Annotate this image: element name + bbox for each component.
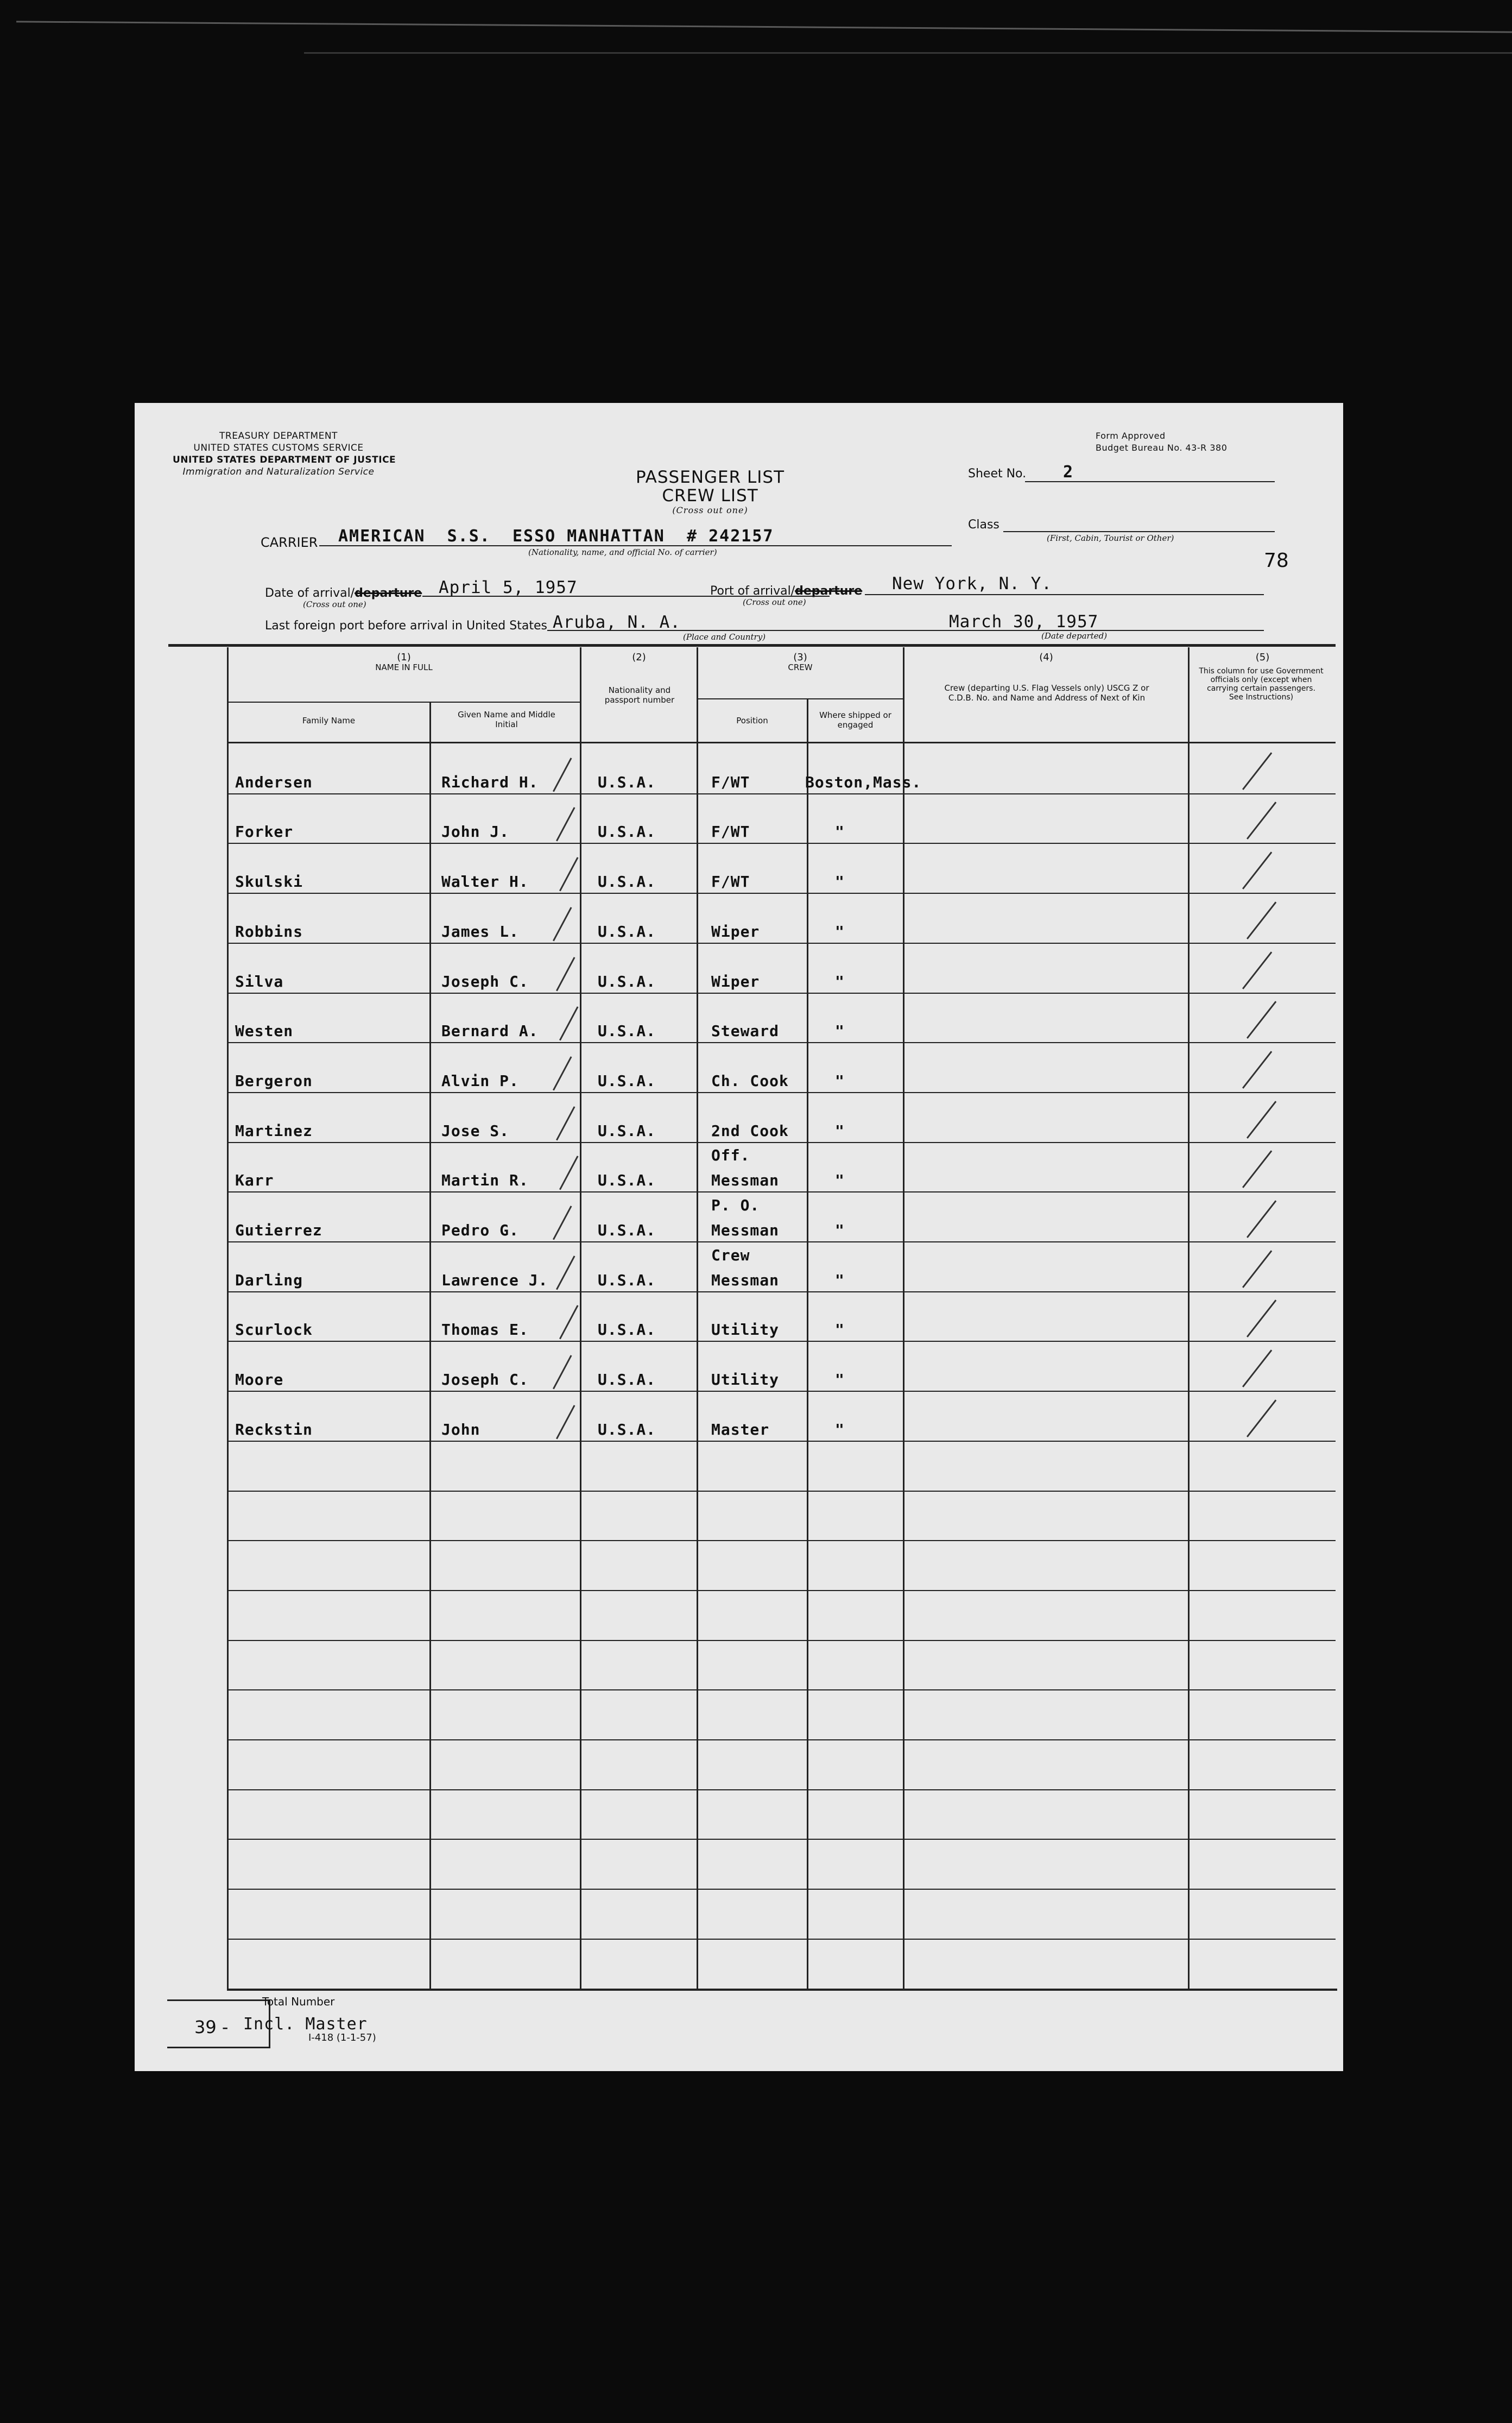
where-shipped: " xyxy=(835,873,845,891)
budget-bureau-line: Budget Bureau No. 43-R 380 xyxy=(1096,443,1228,453)
port-label xyxy=(710,584,862,598)
form-code: I-418 (1-1-57) xyxy=(308,2032,376,2043)
where-shipped: " xyxy=(835,1122,845,1140)
arrival-note: (Cross out one) xyxy=(303,600,366,609)
given-name: Martin R. xyxy=(441,1171,529,1189)
tick-mark xyxy=(553,1056,572,1090)
position: F/WT xyxy=(711,773,750,791)
row-rule xyxy=(228,1590,1336,1591)
family-name: Scurlock xyxy=(235,1321,313,1339)
given-name: Joseph C. xyxy=(441,1371,529,1389)
row-rule xyxy=(228,1291,1336,1292)
col4-number: (4) xyxy=(1039,652,1053,663)
col-divider xyxy=(903,647,904,1990)
agency-line: UNITED STATES DEPARTMENT OF JUSTICE xyxy=(173,455,396,465)
col3-header xyxy=(698,653,903,672)
col4-title: Crew (departing U.S. Flag Vessels only) USCG Z or C.D.B. No. and Name and Address of Next of Kin xyxy=(944,683,1149,703)
cross-out-note: (Cross out one) xyxy=(672,505,748,515)
tick-mark xyxy=(1242,1051,1272,1089)
form-approved xyxy=(1096,430,1258,454)
position-prefix: Off. xyxy=(711,1146,750,1164)
tick-mark xyxy=(559,1006,579,1040)
tick-mark xyxy=(553,1206,572,1240)
row-rule xyxy=(228,1341,1336,1342)
carrier-value: AMERICAN S.S. ESSO MANHATTAN # 242157 xyxy=(338,527,774,546)
given-name: Joseph C. xyxy=(441,973,529,990)
crew-list-form xyxy=(135,403,1343,2071)
family-name: Skulski xyxy=(235,873,303,891)
col4-header xyxy=(904,653,1188,662)
col1-title: NAME IN FULL xyxy=(375,662,433,672)
form-approved-line: Form Approved xyxy=(1096,431,1166,441)
row-rule xyxy=(228,1789,1336,1790)
header-rule xyxy=(698,698,903,699)
where-shipped: " xyxy=(835,923,845,941)
tick-mark xyxy=(556,957,575,991)
row-rule xyxy=(228,1042,1336,1043)
row-rule xyxy=(228,1540,1336,1541)
col-divider xyxy=(697,647,698,1990)
given-name: Lawrence J. xyxy=(441,1271,548,1289)
where-shipped: " xyxy=(835,1371,845,1389)
class-underline xyxy=(1003,531,1275,532)
row-rule xyxy=(228,793,1336,794)
col1-number: (1) xyxy=(397,652,411,663)
tick-mark xyxy=(553,758,572,792)
scan-artifact xyxy=(304,52,1512,54)
total-value: 39 - xyxy=(194,2017,229,2037)
arrival-value: April 5, 1957 xyxy=(439,578,578,597)
port-note: (Cross out one) xyxy=(743,597,806,607)
header-rule xyxy=(228,702,580,703)
given-name: Alvin P. xyxy=(441,1072,519,1090)
nationality: U.S.A. xyxy=(598,823,656,841)
row-rule xyxy=(228,843,1336,844)
col1-header xyxy=(228,653,580,672)
nationality: U.S.A. xyxy=(598,1072,656,1090)
position: 2nd Cook xyxy=(711,1122,789,1140)
row-rule xyxy=(228,1441,1336,1442)
row-rule xyxy=(228,993,1336,994)
row-rule xyxy=(228,1391,1336,1392)
where-shipped: " xyxy=(835,1171,845,1189)
nationality: U.S.A. xyxy=(598,873,656,891)
given-name: John xyxy=(441,1421,480,1438)
port-value: New York, N. Y. xyxy=(892,574,1052,594)
col3a-header: Position xyxy=(736,716,768,725)
col3b-header: Where shipped or engaged xyxy=(819,710,891,730)
nationality: U.S.A. xyxy=(598,1371,656,1389)
departed-date-value: March 30, 1957 xyxy=(949,612,1099,632)
agency-line: UNITED STATES CUSTOMS SERVICE xyxy=(193,443,364,453)
tick-mark xyxy=(1242,1150,1272,1188)
header-bottom-rule xyxy=(228,742,1336,743)
family-name: Robbins xyxy=(235,923,303,941)
family-name: Andersen xyxy=(235,773,313,791)
given-name: John J. xyxy=(441,823,510,841)
nationality: U.S.A. xyxy=(598,1421,656,1438)
position: Messman xyxy=(711,1171,780,1189)
col2-header xyxy=(581,653,697,662)
col1b-header: Given Name and Middle Initial xyxy=(458,710,555,729)
port-label-text: Port of arrival/ xyxy=(710,584,795,598)
where-shipped: " xyxy=(835,1022,845,1040)
tick-mark xyxy=(556,1255,575,1290)
last-port-note: (Place and Country) xyxy=(683,632,766,642)
col-divider xyxy=(580,647,581,1990)
carrier-note: (Nationality, name, and official No. of carrier) xyxy=(528,547,717,557)
nationality: U.S.A. xyxy=(598,923,656,941)
nationality: U.S.A. xyxy=(598,1171,656,1189)
position: Steward xyxy=(711,1022,780,1040)
col3-title: CREW xyxy=(788,662,813,672)
form-title xyxy=(602,468,819,516)
tick-mark xyxy=(1247,901,1276,939)
position: Wiper xyxy=(711,923,760,941)
port-underline xyxy=(865,594,1264,595)
tick-mark xyxy=(553,1355,572,1389)
row-rule xyxy=(228,1939,1336,1940)
tick-mark xyxy=(1242,951,1272,989)
agency-header xyxy=(173,430,396,478)
where-shipped: Boston,Mass. xyxy=(805,773,922,791)
row-rule xyxy=(228,893,1336,894)
position: Ch. Cook xyxy=(711,1072,789,1090)
where-shipped: " xyxy=(835,973,845,990)
tick-mark xyxy=(1242,752,1272,790)
departed-date-note: (Date departed) xyxy=(1041,631,1108,641)
nationality: U.S.A. xyxy=(598,1022,656,1040)
position: Utility xyxy=(711,1371,780,1389)
family-name: Silva xyxy=(235,973,284,990)
given-name: Jose S. xyxy=(441,1122,510,1140)
crew-list-label: CREW LIST xyxy=(662,486,758,506)
tick-mark xyxy=(1247,802,1276,840)
nationality: U.S.A. xyxy=(598,1321,656,1339)
family-name: Forker xyxy=(235,823,294,841)
arrival-label-text: Date of arrival/ xyxy=(265,586,355,600)
position: Master xyxy=(711,1421,770,1438)
nationality: U.S.A. xyxy=(598,1122,656,1140)
position: Messman xyxy=(711,1271,780,1289)
family-name: Darling xyxy=(235,1271,303,1289)
where-shipped: " xyxy=(835,1271,845,1289)
passenger-list-label: PASSENGER LIST xyxy=(635,468,785,487)
where-shipped: " xyxy=(835,1221,845,1239)
position: Messman xyxy=(711,1221,780,1239)
given-name: Walter H. xyxy=(441,873,529,891)
tick-mark xyxy=(559,857,579,891)
row-rule xyxy=(228,943,1336,944)
position: Utility xyxy=(711,1321,780,1339)
col3-number: (3) xyxy=(793,652,807,663)
nationality: U.S.A. xyxy=(598,1221,656,1239)
given-name: Richard H. xyxy=(441,773,539,791)
tick-mark xyxy=(1242,1349,1272,1387)
row-rule xyxy=(228,1092,1336,1093)
port-struck-text: departure xyxy=(795,584,863,598)
row-rule xyxy=(228,1689,1336,1690)
position-prefix: P. O. xyxy=(711,1196,760,1214)
tick-mark xyxy=(1247,1299,1276,1337)
nationality: U.S.A. xyxy=(598,773,656,791)
carrier-label: CARRIER xyxy=(261,535,318,550)
sheet-underline xyxy=(1025,481,1275,482)
col-divider xyxy=(227,647,229,1990)
nationality: U.S.A. xyxy=(598,1271,656,1289)
col2-number: (2) xyxy=(632,652,646,663)
page-number: 78 xyxy=(1264,550,1289,572)
col-divider xyxy=(429,703,431,1990)
where-shipped: " xyxy=(835,823,845,841)
tick-mark xyxy=(1242,1250,1272,1288)
given-name: Bernard A. xyxy=(441,1022,539,1040)
table-bottom-rule xyxy=(227,1989,1337,1991)
tick-mark xyxy=(1247,1001,1276,1039)
where-shipped: " xyxy=(835,1072,845,1090)
row-rule xyxy=(228,1142,1336,1143)
arrival-label xyxy=(265,586,422,600)
tick-mark xyxy=(1247,1101,1276,1139)
agency-line: Immigration and Naturalization Service xyxy=(182,466,375,477)
row-rule xyxy=(228,1241,1336,1242)
arrival-struck-text: departure xyxy=(355,586,422,600)
where-shipped: " xyxy=(835,1421,845,1438)
position: Wiper xyxy=(711,973,760,990)
col5-number: (5) xyxy=(1255,652,1270,663)
col1a-header: Family Name xyxy=(302,716,356,725)
tick-mark xyxy=(556,1405,575,1439)
tick-mark xyxy=(556,1106,575,1140)
col-divider xyxy=(1188,647,1190,1990)
family-name: Karr xyxy=(235,1171,274,1189)
row-rule xyxy=(228,1640,1336,1641)
sheet-value: 2 xyxy=(1063,463,1074,482)
given-name: Pedro G. xyxy=(441,1221,519,1239)
given-name: James L. xyxy=(441,923,519,941)
family-name: Martinez xyxy=(235,1122,313,1140)
col2-title: Nationality and passport number xyxy=(604,685,675,705)
total-note: Incl. Master xyxy=(243,2015,368,2034)
scan-artifact xyxy=(16,21,1512,33)
position-prefix: Crew xyxy=(711,1246,750,1264)
nationality: U.S.A. xyxy=(598,973,656,990)
agency-line: TREASURY DEPARTMENT xyxy=(219,431,338,441)
total-label: Total Number xyxy=(262,1995,335,2008)
row-rule xyxy=(228,1739,1336,1740)
tick-mark xyxy=(559,1156,579,1190)
family-name: Reckstin xyxy=(235,1421,313,1438)
class-note: (First, Cabin, Tourist or Other) xyxy=(1047,533,1174,543)
tick-mark xyxy=(1247,1200,1276,1238)
sheet-label: Sheet No. xyxy=(968,467,1027,481)
col5-title: This column for use Government officials only (except when carrying certain passengers. See Instructions) xyxy=(1199,667,1324,702)
family-name: Bergeron xyxy=(235,1072,313,1090)
position: F/WT xyxy=(711,873,750,891)
tick-mark xyxy=(1242,851,1272,889)
tick-mark xyxy=(1247,1399,1276,1437)
given-name: Thomas E. xyxy=(441,1321,529,1339)
family-name: Gutierrez xyxy=(235,1221,322,1239)
family-name: Moore xyxy=(235,1371,284,1389)
table-top-rule xyxy=(168,644,1336,647)
row-rule xyxy=(228,1839,1336,1840)
row-rule xyxy=(228,1889,1336,1890)
tick-mark xyxy=(559,1305,579,1339)
last-port-value: Aruba, N. A. xyxy=(553,613,681,632)
last-port-label: Last foreign port before arrival in United States xyxy=(265,619,547,633)
row-rule xyxy=(228,1191,1336,1192)
tick-mark xyxy=(556,807,575,841)
position: F/WT xyxy=(711,823,750,841)
col5-header xyxy=(1190,653,1336,662)
family-name: Westen xyxy=(235,1022,294,1040)
tick-mark xyxy=(553,907,572,941)
where-shipped: " xyxy=(835,1321,845,1339)
class-label: Class xyxy=(968,518,999,532)
row-rule xyxy=(228,1491,1336,1492)
